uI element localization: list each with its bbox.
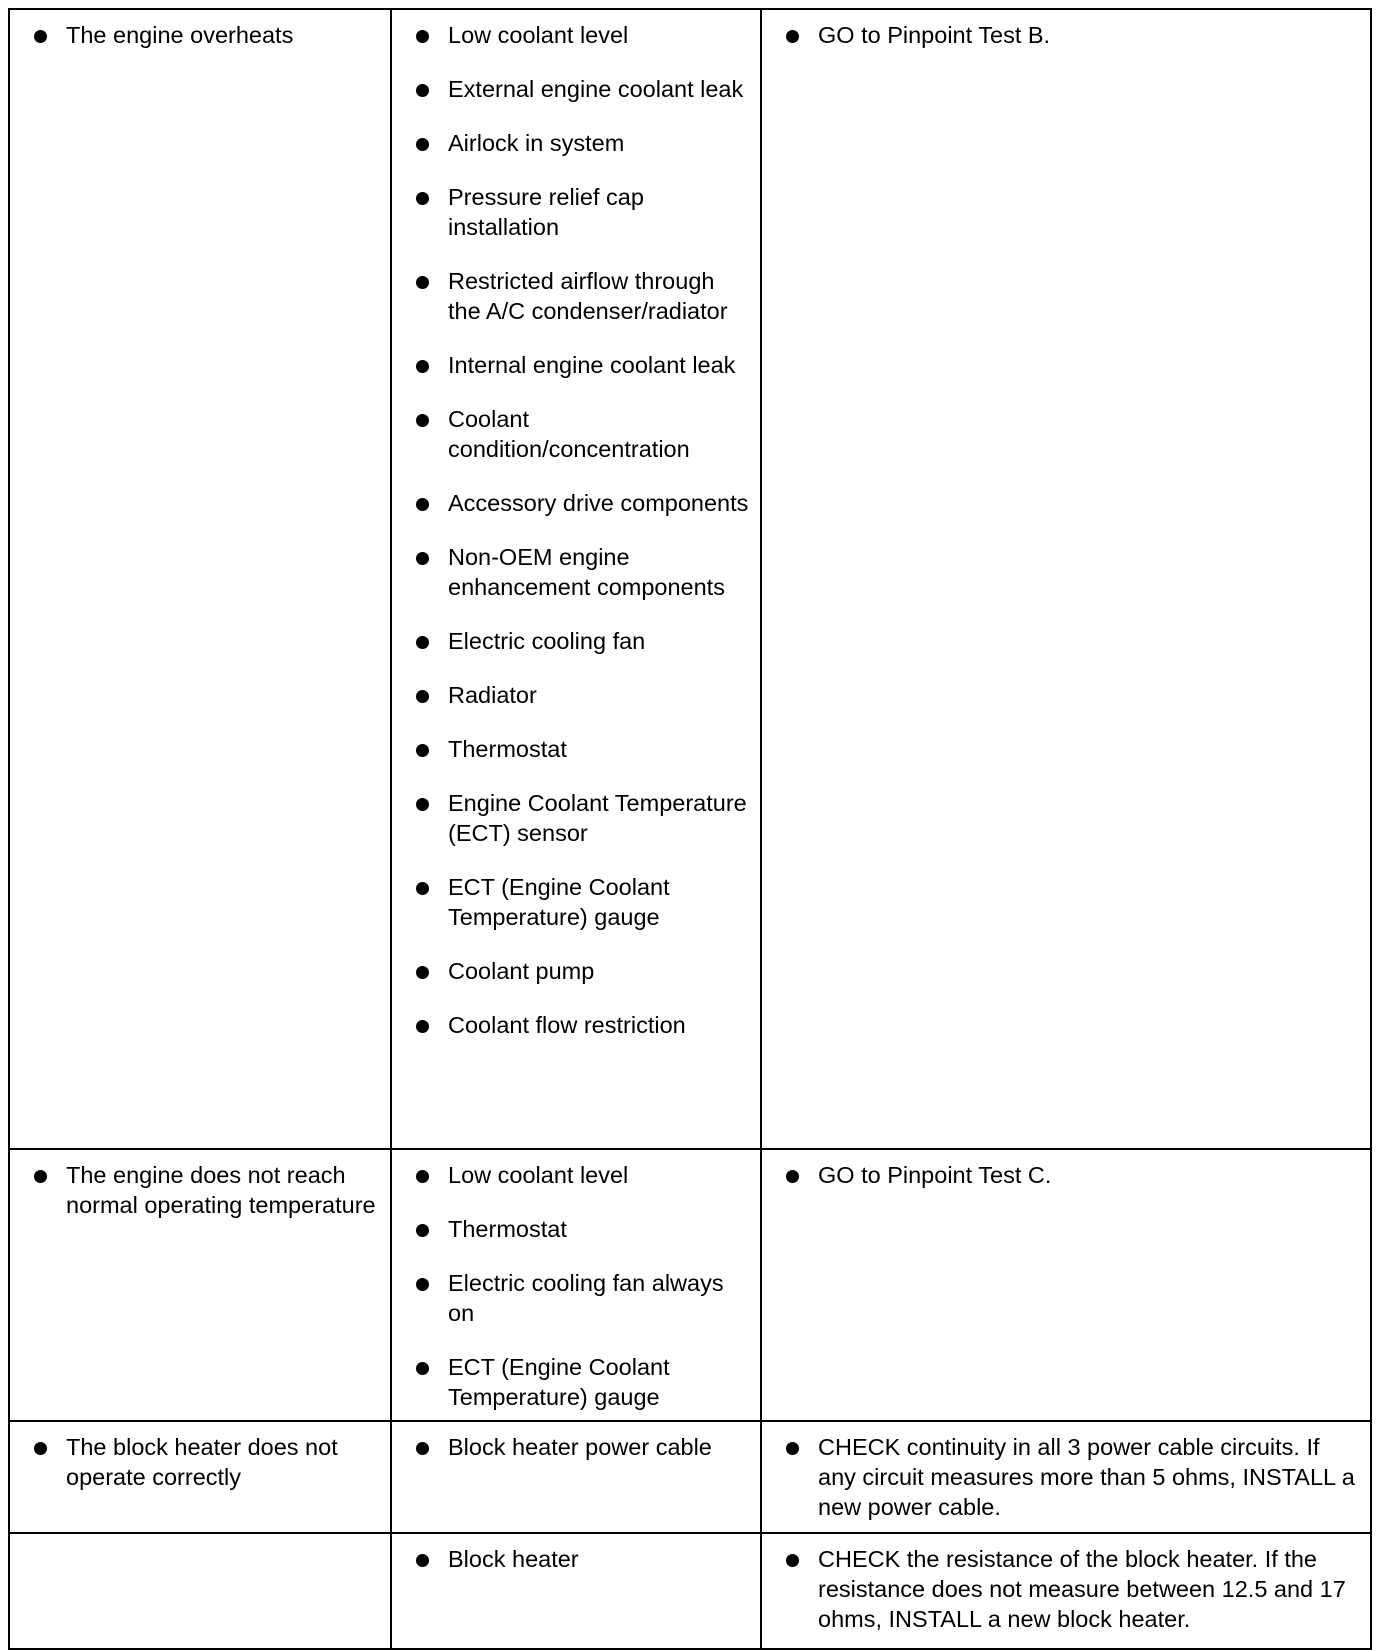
bullet-icon	[416, 1362, 429, 1375]
possible-source-item-text: Coolant flow restriction	[448, 1012, 686, 1038]
symptom-item	[18, 1160, 382, 1220]
possible-source-list	[400, 20, 752, 1040]
bullet-icon	[416, 84, 429, 97]
bullet-icon	[416, 690, 429, 703]
possible-source-item	[400, 680, 752, 710]
possible-source-item-text: Non-OEM engine enhancement components	[448, 544, 725, 600]
possible-source-item	[400, 1010, 752, 1040]
action-item-text: CHECK the resistance of the block heater. If the resistance does not measure between 12.5 and 17 ohms, INSTALL a new block heater.	[818, 1546, 1346, 1632]
possible-source-list	[400, 1544, 752, 1574]
possible-source-item-text: Block heater power cable	[448, 1434, 712, 1460]
bullet-icon	[34, 1170, 47, 1183]
bullet-icon	[416, 1554, 429, 1567]
possible-source-cell	[391, 1421, 761, 1533]
possible-source-item-text: ECT (Engine Coolant Temperature) gauge	[448, 1354, 670, 1410]
bullet-icon	[34, 1442, 47, 1455]
possible-source-item-text: Restricted airflow through the A/C condenser/radiator	[448, 268, 728, 324]
action-list	[770, 1544, 1362, 1634]
bullet-icon	[416, 1020, 429, 1033]
bullet-icon	[416, 414, 429, 427]
possible-source-item-text: Block heater	[448, 1546, 579, 1572]
possible-source-cell	[391, 1533, 761, 1649]
possible-source-item	[400, 626, 752, 656]
bullet-icon	[416, 1170, 429, 1183]
possible-source-item	[400, 542, 752, 602]
bullet-icon	[416, 1442, 429, 1455]
possible-source-item-text: Radiator	[448, 682, 537, 708]
bullet-icon	[416, 360, 429, 373]
possible-source-item-text: Internal engine coolant leak	[448, 352, 736, 378]
action-item-text: GO to Pinpoint Test C.	[818, 1162, 1052, 1188]
possible-source-item	[400, 266, 752, 326]
symptom-cell	[9, 1149, 391, 1421]
diagnosis-table	[8, 8, 1372, 1650]
table-row	[9, 1149, 1371, 1421]
bullet-icon	[786, 1170, 799, 1183]
action-cell	[761, 1421, 1371, 1533]
symptom-item-text: The engine overheats	[66, 22, 294, 48]
possible-source-item	[400, 1432, 752, 1462]
possible-source-item-text: Electric cooling fan	[448, 628, 646, 654]
possible-source-item	[400, 788, 752, 848]
possible-source-item-text: Thermostat	[448, 1216, 567, 1242]
bullet-icon	[416, 882, 429, 895]
possible-source-list	[400, 1432, 752, 1462]
bullet-icon	[34, 30, 47, 43]
possible-source-item-text: Coolant condition/concentration	[448, 406, 690, 462]
possible-source-item-text: Airlock in system	[448, 130, 625, 156]
possible-source-item	[400, 20, 752, 50]
possible-source-item	[400, 488, 752, 518]
bullet-icon	[416, 30, 429, 43]
bullet-icon	[786, 30, 799, 43]
symptom-item-text: The engine does not reach normal operating temperature	[66, 1162, 376, 1218]
possible-source-item-text: Low coolant level	[448, 22, 629, 48]
action-cell	[761, 1533, 1371, 1649]
action-item-text: GO to Pinpoint Test B.	[818, 22, 1051, 48]
possible-source-item	[400, 1214, 752, 1244]
possible-source-item-text: Engine Coolant Temperature (ECT) sensor	[448, 790, 747, 846]
bullet-icon	[786, 1554, 799, 1567]
bullet-icon	[416, 798, 429, 811]
possible-source-item-text: Low coolant level	[448, 1162, 629, 1188]
possible-source-cell	[391, 1149, 761, 1421]
possible-source-item	[400, 74, 752, 104]
symptom-cell	[9, 1421, 391, 1533]
symptom-item	[18, 20, 382, 50]
table-row	[9, 1421, 1371, 1533]
possible-source-cell	[391, 9, 761, 1149]
possible-source-item	[400, 1352, 752, 1412]
possible-source-item-text: Pressure relief cap installation	[448, 184, 644, 240]
symptom-list	[18, 1160, 382, 1220]
action-list	[770, 1160, 1362, 1190]
possible-source-item	[400, 1160, 752, 1190]
possible-source-item	[400, 128, 752, 158]
action-item	[770, 1160, 1362, 1190]
diagnosis-table-body	[9, 9, 1371, 1649]
possible-source-item	[400, 1544, 752, 1574]
possible-source-item	[400, 404, 752, 464]
possible-source-item	[400, 956, 752, 986]
bullet-icon	[416, 276, 429, 289]
symptom-item	[18, 1432, 382, 1492]
symptom-item-text: The block heater does not operate correctly	[66, 1434, 338, 1490]
possible-source-item	[400, 1268, 752, 1328]
possible-source-item-text: Thermostat	[448, 736, 567, 762]
bullet-icon	[416, 138, 429, 151]
possible-source-item	[400, 872, 752, 932]
action-list	[770, 20, 1362, 50]
action-item	[770, 1432, 1362, 1522]
possible-source-list	[400, 1160, 752, 1412]
action-list	[770, 1432, 1362, 1522]
bullet-icon	[416, 1278, 429, 1291]
bullet-icon	[786, 1442, 799, 1455]
symptom-cell	[9, 1533, 391, 1649]
bullet-icon	[416, 552, 429, 565]
symptom-list	[18, 1432, 382, 1492]
table-row	[9, 1533, 1371, 1649]
action-cell	[761, 1149, 1371, 1421]
possible-source-item	[400, 182, 752, 242]
action-item	[770, 1544, 1362, 1634]
table-row	[9, 9, 1371, 1149]
possible-source-item-text: External engine coolant leak	[448, 76, 744, 102]
possible-source-item-text: Accessory drive components	[448, 490, 749, 516]
action-cell	[761, 9, 1371, 1149]
bullet-icon	[416, 636, 429, 649]
possible-source-item-text: Coolant pump	[448, 958, 595, 984]
action-item	[770, 20, 1362, 50]
bullet-icon	[416, 498, 429, 511]
possible-source-item	[400, 734, 752, 764]
symptom-cell	[9, 9, 391, 1149]
possible-source-item-text: ECT (Engine Coolant Temperature) gauge	[448, 874, 670, 930]
symptom-list	[18, 20, 382, 50]
possible-source-item	[400, 350, 752, 380]
bullet-icon	[416, 744, 429, 757]
possible-source-item-text: Electric cooling fan always on	[448, 1270, 724, 1326]
bullet-icon	[416, 966, 429, 979]
action-item-text: CHECK continuity in all 3 power cable circuits. If any circuit measures more than 5 ohms, INSTALL a new power cable.	[818, 1434, 1355, 1520]
bullet-icon	[416, 1224, 429, 1237]
bullet-icon	[416, 192, 429, 205]
